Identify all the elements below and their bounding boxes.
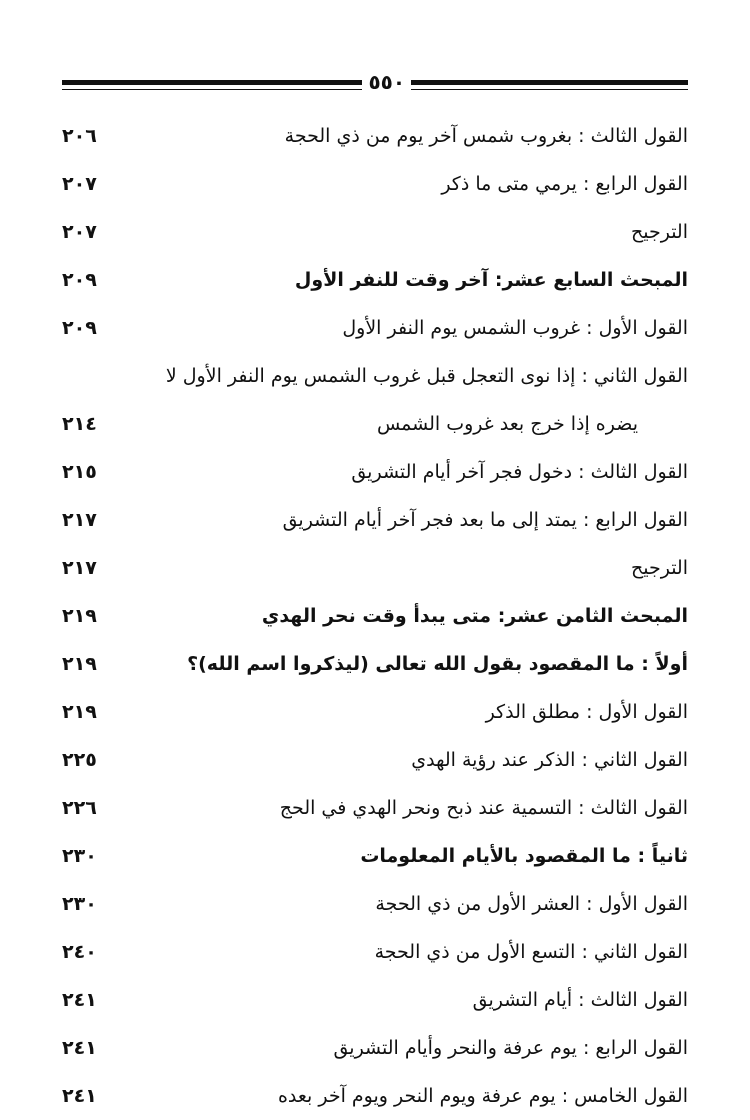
toc-entry xyxy=(62,736,688,784)
toc-entry xyxy=(62,880,688,928)
toc-entry-title: القول الثاني : إذا نوى التعجل قبل غروب الشمس يوم النفر الأول لا xyxy=(165,365,688,387)
toc-entry xyxy=(62,688,688,736)
toc-entry-page: ٢٤٠ xyxy=(62,941,97,963)
toc-entry-page: ٢١٧ xyxy=(62,509,97,531)
toc-subsection-heading xyxy=(62,832,688,880)
toc-entry xyxy=(62,352,688,400)
toc-entry xyxy=(62,1072,688,1120)
toc-entry-page: ٢٤١ xyxy=(62,1085,97,1107)
toc-entry-title: يضره إذا خرج بعد غروب الشمس xyxy=(376,413,638,435)
toc-entry-page: ٢١٩ xyxy=(62,653,97,675)
toc-entry xyxy=(62,160,688,208)
toc-section-title: المبحث الثامن عشر: متى يبدأ وقت نحر الهدي xyxy=(261,605,688,627)
toc-entry-title: الترجيح xyxy=(630,557,688,579)
toc-entry xyxy=(62,544,688,592)
table-of-contents xyxy=(62,112,688,1120)
toc-entry xyxy=(62,304,688,352)
toc-entry-title: القول الثالث : التسمية عند ذبح ونحر الهدي في الحج xyxy=(279,797,688,819)
toc-entry-page: ٢٠٩ xyxy=(62,317,97,339)
toc-entry-title: القول الأول : غروب الشمس يوم النفر الأول xyxy=(342,317,688,339)
toc-entry-page: ٢٢٦ xyxy=(62,797,97,819)
toc-entry-page: ٢١٥ xyxy=(62,461,97,483)
toc-section-title: المبحث السابع عشر: آخر وقت للنفر الأول xyxy=(294,269,688,291)
toc-entry-page: ٢٠٦ xyxy=(62,125,97,147)
toc-entry-title: القول الثالث : بغروب شمس آخر يوم من ذي الحجة xyxy=(284,125,688,147)
toc-entry-page: ٢١٩ xyxy=(62,701,97,723)
toc-entry xyxy=(62,784,688,832)
page-number: ٥٥٠ xyxy=(362,70,411,94)
toc-entry-page: ٢٣٠ xyxy=(62,845,97,867)
toc-subsection-heading xyxy=(62,640,688,688)
toc-entry xyxy=(62,208,688,256)
toc-entry-page: ٢١٩ xyxy=(62,605,97,627)
page-header xyxy=(62,66,688,98)
toc-entry-title: الترجيح xyxy=(630,221,688,243)
toc-entry-page: ٢٢٥ xyxy=(62,749,97,771)
toc-entry-page: ٢٠٩ xyxy=(62,269,97,291)
toc-entry-title: القول الثالث : أيام التشريق xyxy=(472,989,688,1011)
toc-entry-title: القول الرابع : يرمي متى ما ذكر xyxy=(441,173,688,195)
toc-subsection-title: ثانياً : ما المقصود بالأيام المعلومات xyxy=(360,845,688,867)
toc-entry-title: القول الثاني : التسع الأول من ذي الحجة xyxy=(374,941,688,963)
toc-entry xyxy=(62,1024,688,1072)
toc-entry-title: القول الثالث : دخول فجر آخر أيام التشريق xyxy=(351,461,688,483)
toc-entry-page: ٢٤١ xyxy=(62,1037,97,1059)
toc-section-heading xyxy=(62,256,688,304)
toc-entry-title: القول الرابع : يمتد إلى ما بعد فجر آخر أيام التشريق xyxy=(282,509,688,531)
toc-entry-title: القول الأول : العشر الأول من ذي الحجة xyxy=(375,893,688,915)
toc-entry xyxy=(62,976,688,1024)
toc-entry-title: القول الرابع : يوم عرفة والنحر وأيام التشريق xyxy=(333,1037,688,1059)
toc-entry-continuation xyxy=(62,400,688,448)
toc-entry-page: ٢٠٧ xyxy=(62,221,97,243)
toc-entry-page: ٢١٧ xyxy=(62,557,97,579)
toc-subsection-title: أولاً : ما المقصود بقول الله تعالى (ليذكروا اسم الله)؟ xyxy=(187,653,688,675)
toc-entry-page: ٢٣٠ xyxy=(62,893,97,915)
toc-entry-title: القول الثاني : الذكر عند رؤية الهدي xyxy=(411,749,688,771)
toc-entry-title: القول الأول : مطلق الذكر xyxy=(485,701,688,723)
toc-entry-page: ٢٤١ xyxy=(62,989,97,1011)
toc-entry xyxy=(62,112,688,160)
toc-entry xyxy=(62,448,688,496)
toc-entry xyxy=(62,928,688,976)
toc-entry-page: ٢١٤ xyxy=(62,413,97,435)
toc-entry xyxy=(62,496,688,544)
toc-entry-title: القول الخامس : يوم عرفة ويوم النحر ويوم آخر بعده xyxy=(277,1085,688,1107)
toc-section-heading xyxy=(62,592,688,640)
toc-entry-page: ٢٠٧ xyxy=(62,173,97,195)
